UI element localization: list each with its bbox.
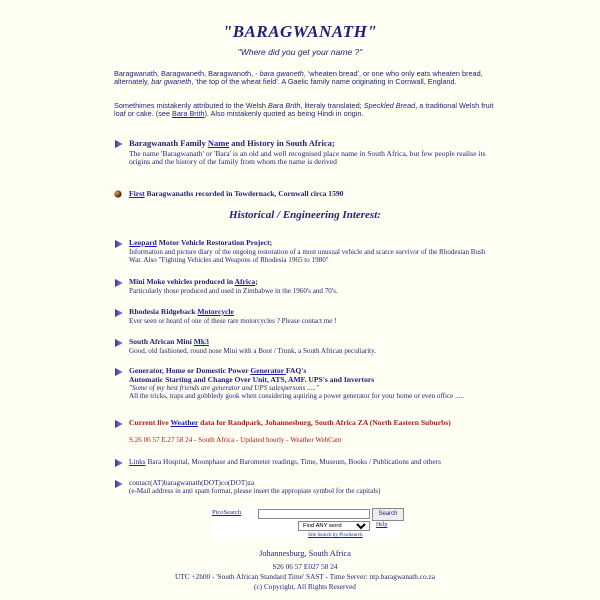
leopard-description: Information and picture diary of the ongoing restoration of a most unusual vehicle and scarce survivor of the Rhodesian Bush War. Also "Fighting Vehicles and Weapons of Rhodesia 1965 to 1980" [129,247,486,264]
intro-text: bara gwaneth [259,69,304,78]
intro-text: Speckled Bread [363,101,416,110]
page-title: "BARAGWANATH" [222,22,378,41]
family-name-heading [129,139,494,148]
name-link[interactable]: Name [207,138,230,148]
arrow-bullet-icon [114,339,124,347]
intro-text: , 'the top of the wheat field'. A Gaelic family name originating in Cornwall, England. [191,77,457,87]
search-button[interactable]: Search [372,508,404,521]
mini-moke-item [114,278,494,295]
footer-city: Johannesburg, South Africa [259,549,351,558]
contact-email: contact(AT)baragwanath(DOT)co(DOT)za [129,478,255,487]
arrow-bullet-icon [114,459,124,467]
ridgeback-item [114,308,494,325]
leopard-heading [129,239,494,248]
first-link[interactable]: First [129,189,145,198]
first-baragwanaths-item [114,190,494,199]
family-name-description: The name 'Baragwanath' or 'Bara' is an old and well recognised place name in South Africa, but few people realise its origins and the history of the family from whom the name is derived [129,148,486,167]
weather-heading [129,419,494,428]
leopard-link[interactable]: Leopard [129,238,157,247]
intro-paragraph-2 [114,102,494,119]
weather-item [114,419,494,444]
contact-item [114,479,494,495]
links-item [114,458,494,466]
ridgeback-description: Ever seen or heard of one of these rare motorcycles ? Please contact me ! [129,316,337,325]
footer-coordinates: S26 06 57 E027 58 24 [272,562,338,571]
footer-time: UTC +2h00 - 'South African Standard Time' SAST - Time Server: ntp.baragwanath.co.za [175,572,435,581]
intro-text: ). Also mistakenly quoted as being Hindi in origin. [204,109,364,119]
weather-update-text: - South Africa - Updated hourly - Weather WebCam [192,435,342,444]
mini-mk3-description: Good, old fashioned, round nose Mini with a Boot / Trunk, a South African peculiarity. [129,346,377,355]
intro-text: bar gwaneth [151,77,192,87]
first-baragwanaths-heading [129,190,494,199]
heading-text: Motor Vehicle Restoration Project; [156,238,273,247]
intro-text: , a traditional Welsh fruit loaf or cake. (see [114,101,494,119]
site-search-box [212,507,402,539]
contact-description: (e-Mail address in anti spam format, please insert the appropiate symbol for the capitals) [129,487,381,496]
intro-text: , literaly translated; [300,101,364,110]
heading-text: Baragwanaths recorded in Towdernack, Cornwall circa 1590 [144,189,344,198]
mini-mk3-heading [129,338,494,347]
generator-link[interactable]: Generator [250,366,286,375]
ridgeback-heading [129,308,494,317]
heading-text: FAQ's [285,366,307,375]
weather-coordinates [129,436,494,444]
motorcycle-link[interactable]: Motorcycle [197,307,234,316]
intro-text: Somethimes mistakenly attributed to the Welsh [114,101,268,110]
generator-description: All the tricks, traps and gobbledy gook when considering aquiring a power generator for your home or even office ..... [129,392,464,401]
arrow-bullet-icon [114,368,124,376]
generator-subheading: Automatic Starting and Change Over Unit, ATS, AMF. UPS's and Invertors [129,374,375,384]
heading-text: and History in South Africa; [229,138,335,148]
search-input[interactable] [258,509,370,519]
search-mode-select[interactable] [298,521,370,531]
links-text-row [129,458,494,466]
arrow-bullet-icon [114,309,124,317]
bara-brith-link[interactable]: Bara Brith [172,109,205,119]
heading-text: Current live [129,418,171,427]
intro-text: Baragwanath, Baragwaneth, Baragwanoth, - [114,69,260,78]
heading-text: Rhodesia Ridgeback [129,307,198,316]
picosearch-logo-link[interactable]: PicoSearch [212,509,242,516]
heading-text: ; [255,277,258,286]
leopard-item [114,239,494,264]
africa-link[interactable]: Africa [234,277,256,286]
arrow-bullet-icon [114,240,124,248]
generator-quote: "Some of my best friends are generator and UPS salespersons ....." [129,384,319,393]
heading-text: Generator, Home or Domestic Power [129,366,251,375]
intro-paragraph-1 [114,70,494,87]
family-name-item [114,139,494,167]
page-subtitle: "Where did you get your name ?" [237,47,363,57]
mk3-link[interactable]: Mk3 [193,337,209,346]
links-link[interactable]: Links [129,457,146,466]
ball-bullet-icon [114,190,124,198]
weather-link[interactable]: Weather [170,418,199,427]
heading-text: South African Mini [129,337,194,346]
arrow-bullet-icon [114,480,124,488]
site-search-link[interactable]: Site Search by PicoSearch [308,532,363,538]
heading-text: Baragwanath Family [129,138,208,148]
mini-moke-description: Particularly those produced and used in Zimbabwe in the 1960's and 70's. [129,286,338,295]
section-title: Historical / Engineering Interest: [229,209,381,221]
arrow-bullet-icon [114,140,124,148]
weather-coords-text: S.26 06 57 E.27 58 24 [129,435,193,444]
arrow-bullet-icon [114,420,124,428]
links-description: Bara Hospital, Moonphase and Barometer readings, Time, Museum, Books / Publications and others [145,457,441,466]
mini-moke-heading [129,278,494,287]
arrow-bullet-icon [114,279,124,287]
heading-text: Mini Moke vehicles produced in [129,277,235,286]
intro-text: , 'wheaten bread', or one who only eats wheaten bread, alternately, [114,69,483,87]
generator-item [114,367,494,401]
help-link[interactable]: Help [376,522,388,528]
footer-copyright: (c) Copyright, All Rights Reserved [254,582,356,591]
mini-mk3-item [114,338,494,355]
intro-text: Bara Brith [267,101,301,110]
heading-text: data for Randpark, Johannesburg, South Africa ZA (North Eastern Suburbs) [198,418,451,427]
